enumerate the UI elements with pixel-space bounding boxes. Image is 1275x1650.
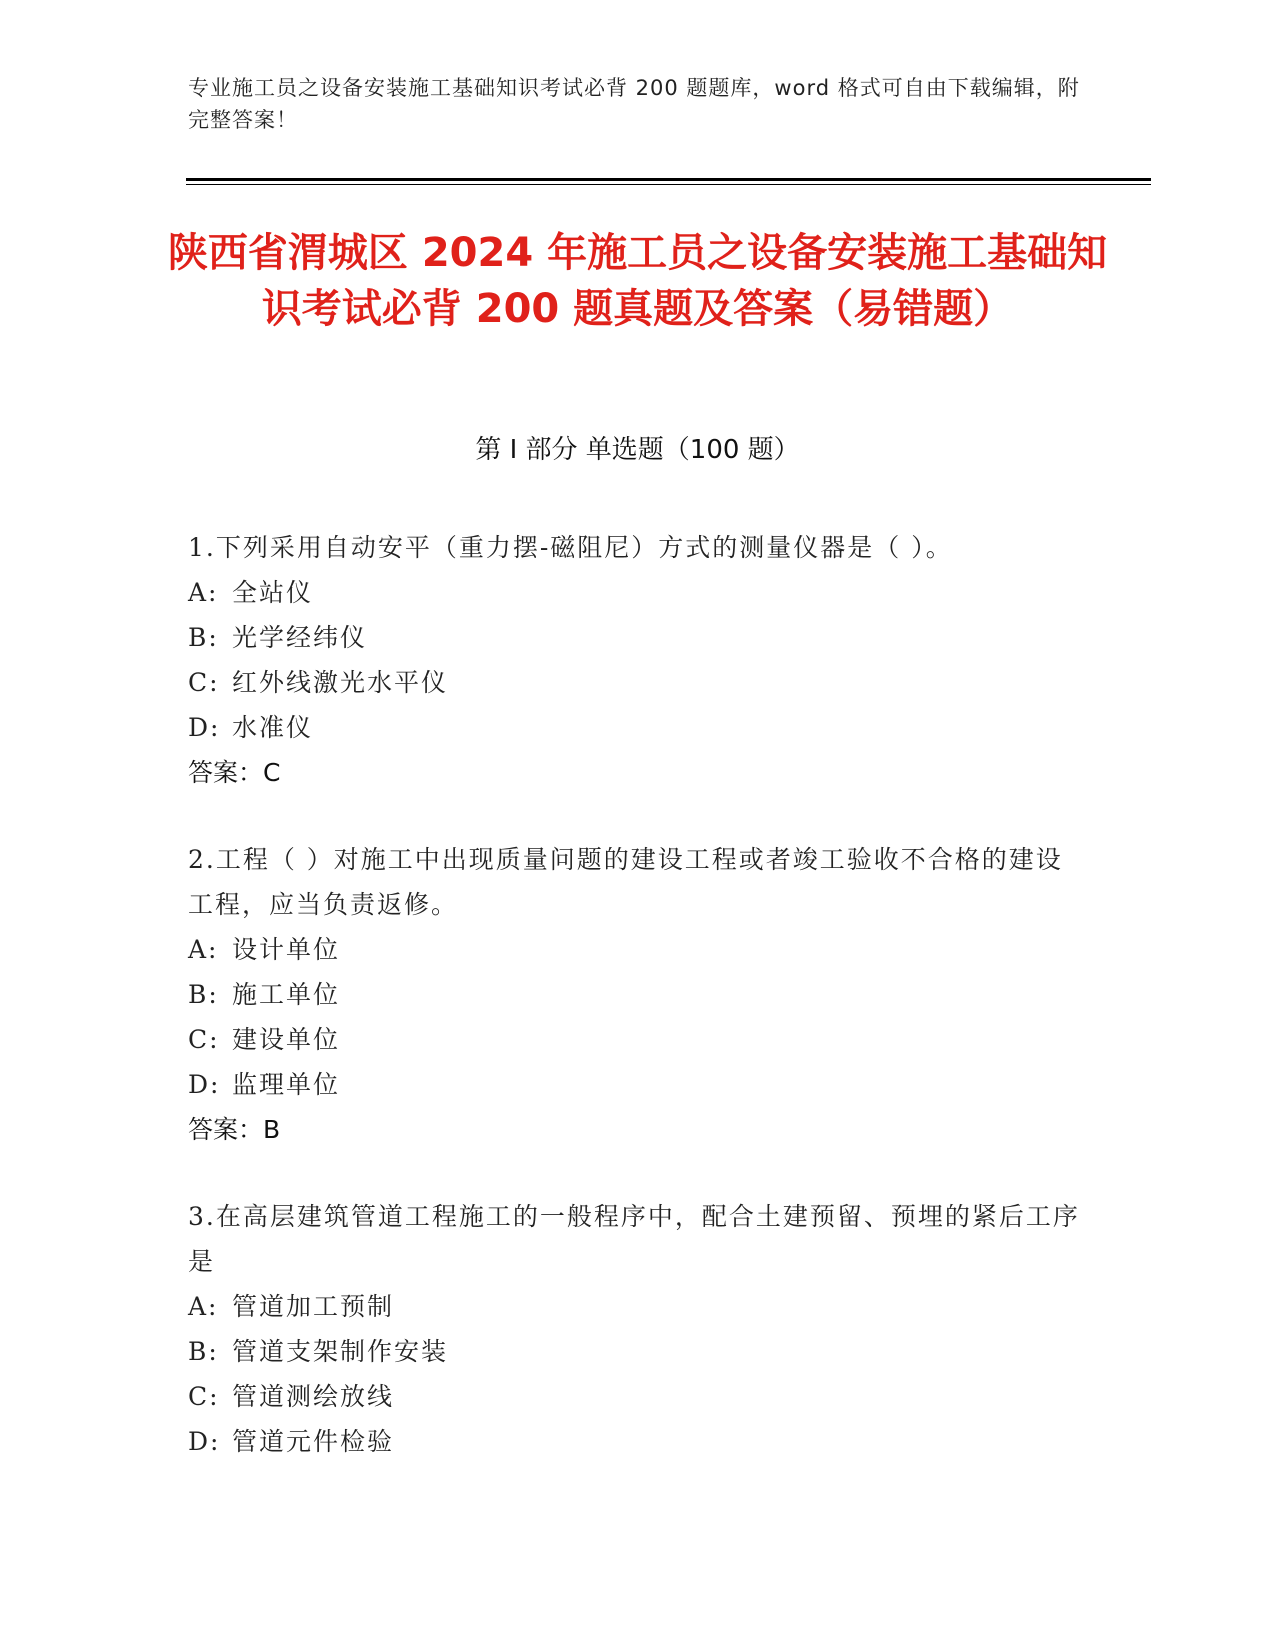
question-list <box>188 525 1088 1506</box>
question-stem: 1.下列采用自动安平（重力摆-磁阻尼）方式的测量仪器是（ ）。 <box>188 533 953 562</box>
option-text: 水准仪 <box>232 713 314 742</box>
option-letter: B: <box>188 980 219 1009</box>
option-letter: C: <box>188 1025 220 1054</box>
header-note: 专业施工员之设备安装施工基础知识考试必背 200 题题库，word 格式可自由下载编辑，附完整答案！ <box>188 76 1080 132</box>
option-d <box>188 705 1088 750</box>
option-text: 红外线激光水平仪 <box>232 668 449 697</box>
option-letter: A: <box>188 578 219 607</box>
option-letter: A: <box>188 1292 219 1321</box>
option-b <box>188 1329 1088 1374</box>
header-rule-thick <box>186 178 1151 181</box>
option-text: 建设单位 <box>232 1025 341 1054</box>
option-text: 施工单位 <box>232 980 341 1009</box>
option-d <box>188 1419 1088 1464</box>
question-stem: 2.工程（ ）对施工中出现质量问题的建设工程或者竣工验收不合格的建设工程，应当负责返修。 <box>188 845 1063 919</box>
option-text: 管道测绘放线 <box>232 1382 395 1411</box>
option-c <box>188 660 1088 705</box>
option-letter: B: <box>188 623 219 652</box>
option-text: 设计单位 <box>232 935 341 964</box>
answer-line: 答案：C <box>188 758 281 787</box>
option-a <box>188 927 1088 972</box>
option-text: 管道支架制作安装 <box>232 1337 449 1366</box>
option-text: 全站仪 <box>232 578 314 607</box>
option-text: 管道加工预制 <box>232 1292 395 1321</box>
option-letter: C: <box>188 1382 220 1411</box>
question-2 <box>188 837 1088 1152</box>
option-text: 管道元件检验 <box>232 1427 395 1456</box>
question-stem: 3.在高层建筑管道工程施工的一般程序中，配合土建预留、预埋的紧后工序是 <box>188 1202 1080 1276</box>
option-a <box>188 570 1088 615</box>
option-letter: D: <box>188 1427 221 1456</box>
document-title: 陕西省渭城区 2024 年施工员之设备安装施工基础知识考试必背 200 题真题及答案（易错题） <box>167 230 1108 332</box>
option-letter: A: <box>188 935 219 964</box>
answer-line: 答案：B <box>188 1115 281 1144</box>
question-1 <box>188 525 1088 795</box>
option-c <box>188 1017 1088 1062</box>
option-letter: C: <box>188 668 220 697</box>
option-text: 监理单位 <box>232 1070 341 1099</box>
option-c <box>188 1374 1088 1419</box>
section-title: 第 I 部分 单选题（100 题） <box>475 435 800 465</box>
option-text: 光学经纬仪 <box>232 623 368 652</box>
option-b <box>188 615 1088 660</box>
question-3 <box>188 1194 1088 1464</box>
option-d <box>188 1062 1088 1107</box>
option-letter: B: <box>188 1337 219 1366</box>
option-letter: D: <box>188 1070 221 1099</box>
header-rule-thin <box>186 184 1151 185</box>
option-a <box>188 1284 1088 1329</box>
option-b <box>188 972 1088 1017</box>
option-letter: D: <box>188 713 221 742</box>
